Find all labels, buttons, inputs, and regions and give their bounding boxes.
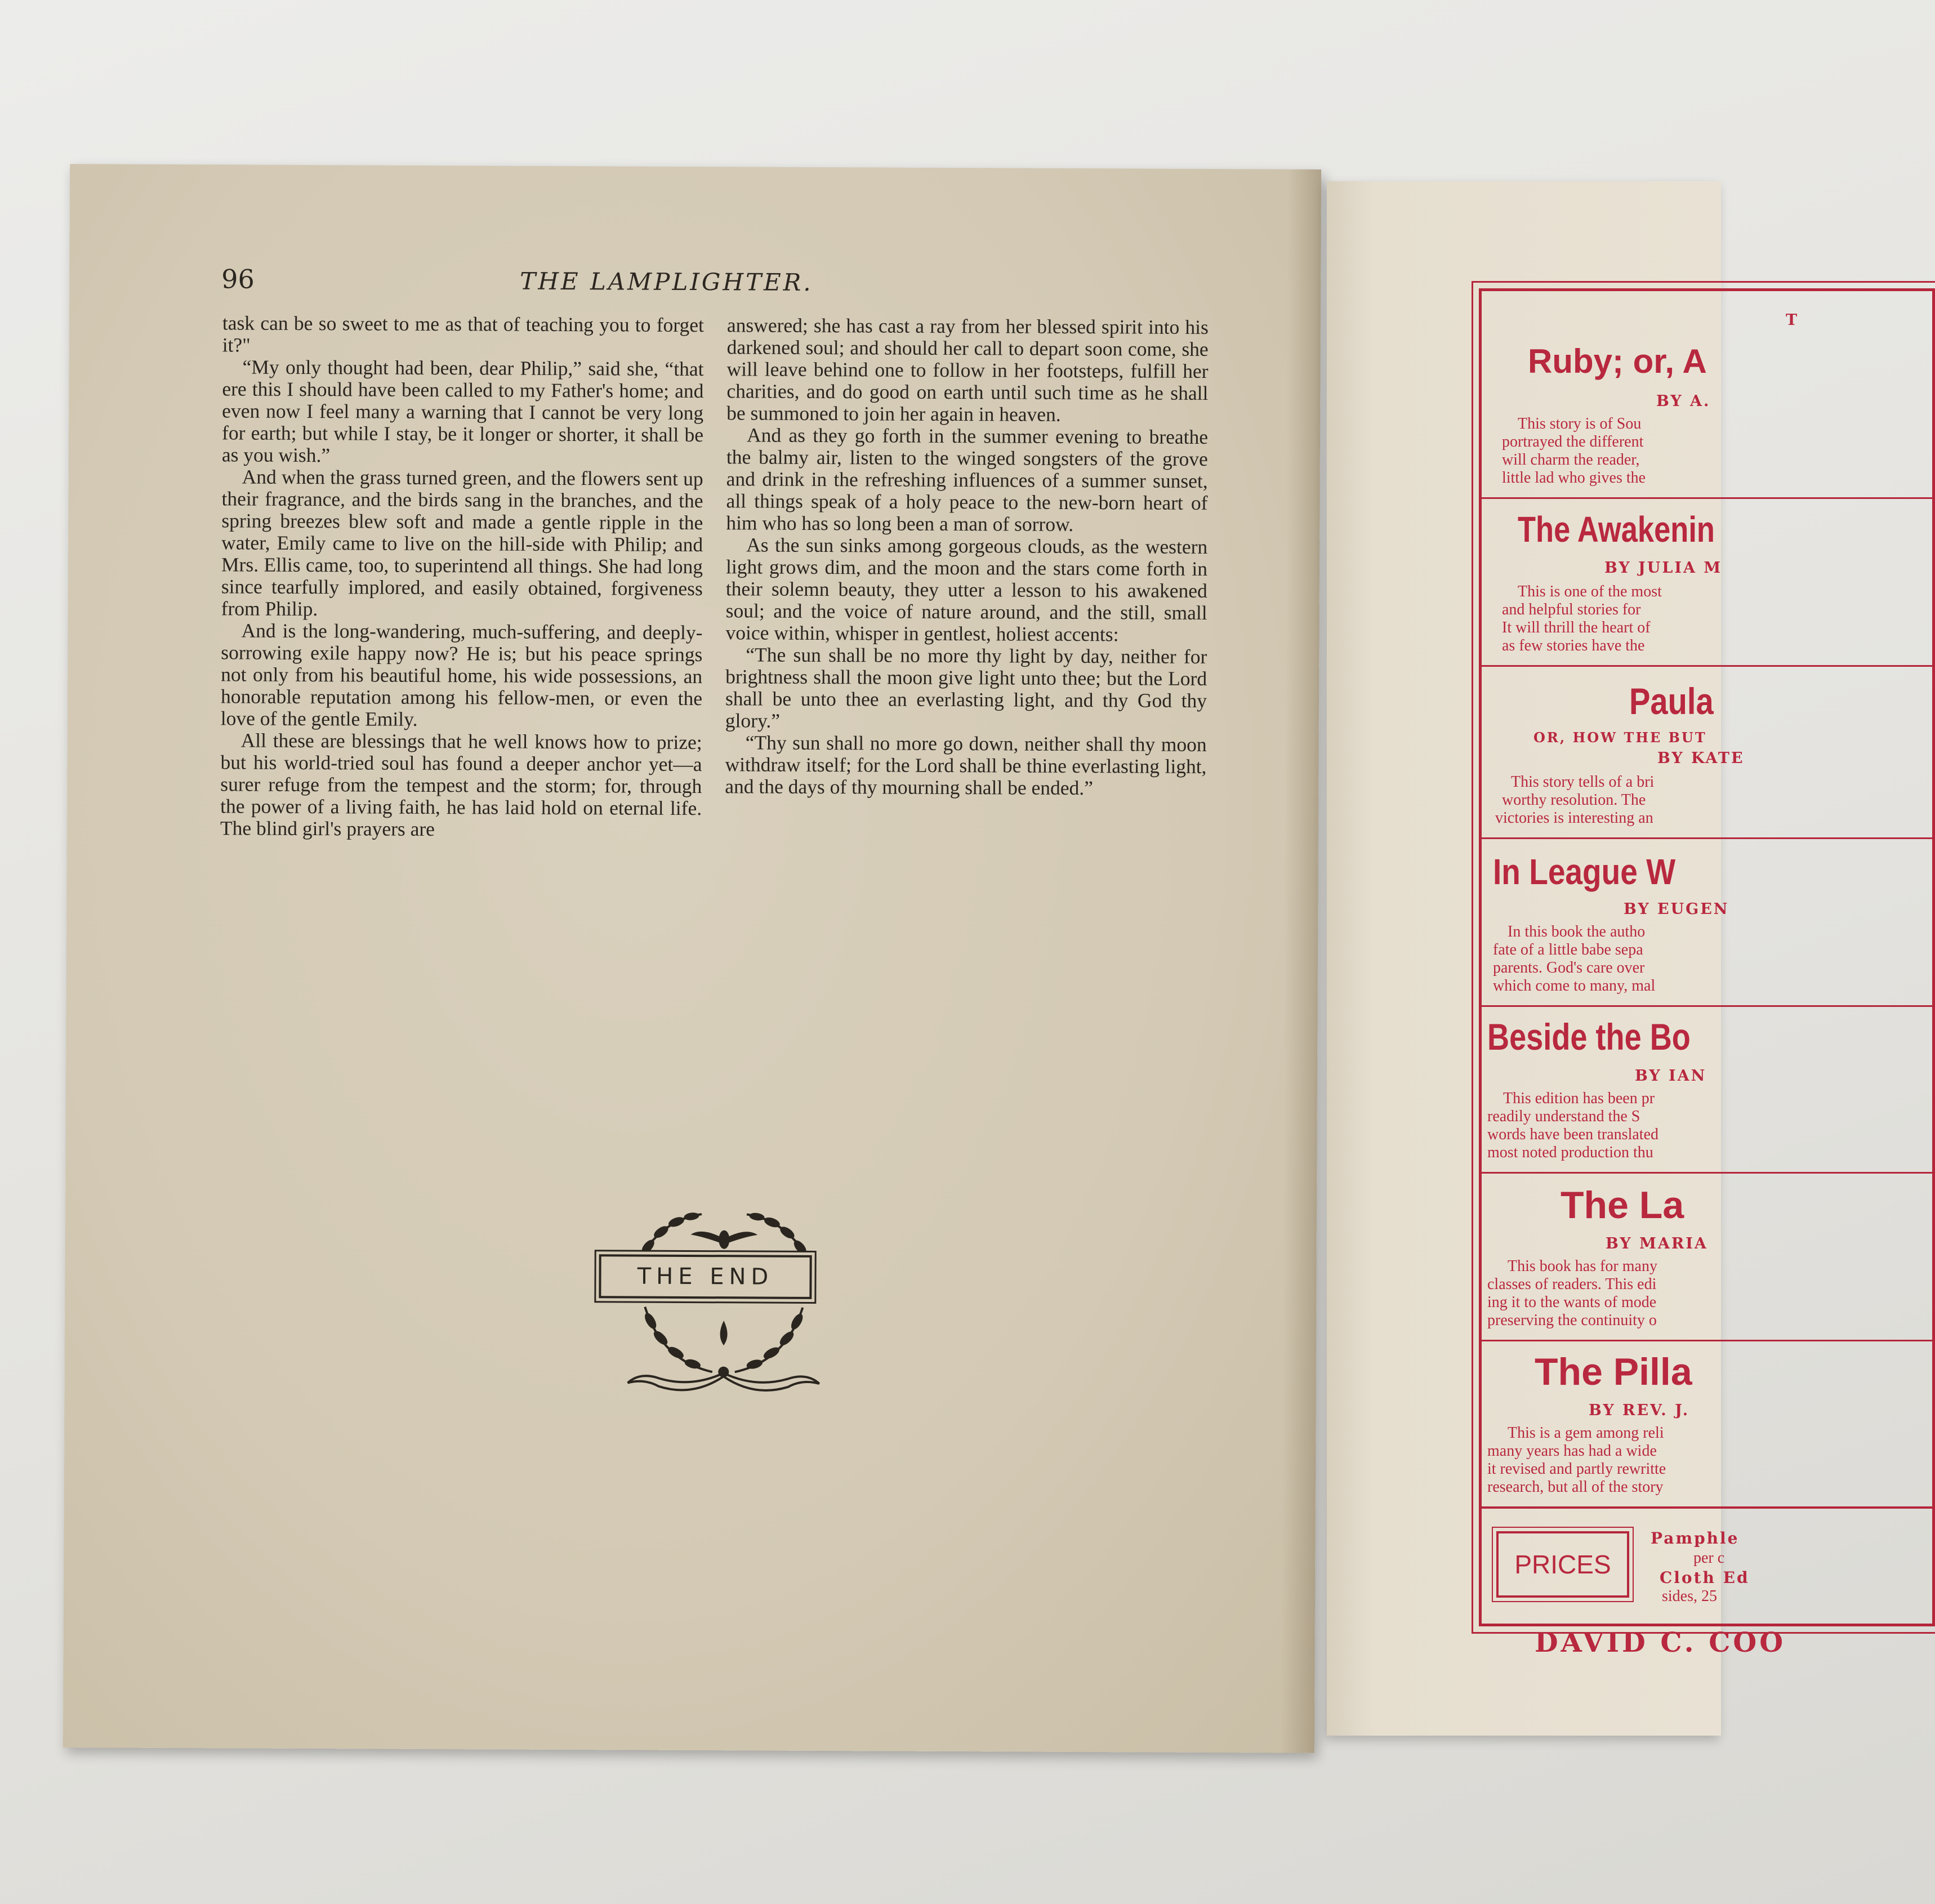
ad-body-line: research, but all of the story	[1487, 1478, 1664, 1496]
ad-body-line: which come to many, mal	[1493, 977, 1656, 995]
laurel-wreath-icon	[594, 1197, 854, 1412]
divider	[1482, 1005, 1932, 1007]
ad-body-line: This is one of the most	[1518, 583, 1662, 600]
ad-author: BY A.	[1656, 393, 1711, 410]
prices-box: PRICES	[1496, 1531, 1629, 1598]
ad-author: BY REV. J.	[1589, 1402, 1690, 1419]
divider	[1482, 497, 1932, 499]
paragraph: “The sun shall be no more thy light by day, neither for brightness shall the moon give light unto thee; but the Lord shall be unto thee an everlasting light, and thy God thy glory.”	[725, 643, 1207, 732]
paragraph: And as they go forth in the summer evening to breathe the balmy air, listen to the winged songsters of the grove and drink in the refreshing influences of a summer sunset, all things speak of a holy peace to the new-born heart of him who has so long been a man of sorrow.	[726, 423, 1209, 536]
book-page-right	[1327, 181, 1799, 1736]
ad-body-line: This book has for many	[1508, 1258, 1657, 1275]
text-column-left	[220, 312, 704, 841]
ad-body-line: This is a gem among reli	[1508, 1424, 1664, 1442]
ad-body-line: ing it to the wants of mode	[1487, 1294, 1657, 1311]
paragraph: answered; she has cast a ray from her blessed spirit into his darkened soul; and should her call to depart soon come, she will leave behind one to follow in her footsteps, fulfill her charities, and do good on earth until such time as he shall be summoned to join her again in heaven.	[726, 314, 1209, 426]
advertisement-frame	[1479, 288, 1935, 1658]
price-line: Cloth Ed	[1660, 1568, 1750, 1587]
ad-title: The Pilla	[1535, 1350, 1692, 1393]
ad-body-line: words have been translated	[1487, 1126, 1658, 1143]
running-head: THE LAMPLIGHTER.	[520, 267, 813, 296]
ad-title: In League W	[1493, 851, 1676, 892]
ad-body-line: This edition has been pr	[1503, 1090, 1655, 1107]
paragraph: As the sun sinks among gorgeous clouds, as the western light grows dim, and the moon and the stars come forth in their solemn beauty, they utter a lesson to his awakened soul; and the voice of nature around, and the still, small voice within, whisper in gentlest, holiest accents:	[725, 533, 1208, 646]
ad-body-line: preserving the continuity o	[1487, 1312, 1657, 1329]
ad-body-line: will charm the reader,	[1502, 451, 1640, 469]
ad-body-line: many years has had a wide	[1487, 1442, 1657, 1460]
ad-body-line: victories is interesting an	[1495, 809, 1653, 827]
ad-title: Beside the Bo	[1487, 1016, 1691, 1058]
divider	[1482, 1172, 1932, 1174]
the-end-label: THE END	[599, 1254, 812, 1299]
divider	[1482, 1506, 1932, 1509]
ad-author: BY JULIA M	[1604, 559, 1723, 577]
ad-body-line: and helpful stories for	[1502, 601, 1641, 618]
ad-body-line: portrayed the different	[1502, 433, 1644, 451]
divider	[1482, 837, 1932, 839]
ad-author: BY MARIA	[1606, 1235, 1708, 1252]
ad-body-line: it revised and partly rewritte	[1487, 1460, 1666, 1478]
ad-title: The Awakenin	[1518, 509, 1715, 550]
ad-body-line: most noted production thu	[1487, 1144, 1653, 1161]
text-column-right	[725, 314, 1209, 800]
ad-body-line: as few stories have the	[1502, 637, 1645, 654]
paragraph: “My only thought had been, dear Philip,” said she, “that ere this I should have been called to my Father's home; and even now I feel many a warning that I cannot be very long for earth; but while I stay, be it longer or shorter, it shall be as you wish.”	[221, 355, 704, 467]
ad-author: BY IAN	[1635, 1067, 1707, 1085]
ad-header-fragment: T	[1786, 311, 1799, 329]
paragraph: task can be so sweet to me as that of teaching you to forget it?"	[222, 311, 704, 356]
ad-body-line: readily understand the S	[1487, 1108, 1640, 1125]
paragraph: And is the long-wandering, much-suffering, and deeply-sorrowing exile happy now? He is; but his peace springs not only from his beautiful home, his wide possessions, an honorable reputation among his fellow-men, or even the love of the gentle Emily.	[220, 619, 703, 730]
page-number: 96	[221, 264, 255, 295]
ad-body-line: little lad who gives the	[1502, 469, 1646, 487]
ad-title: Paula	[1629, 680, 1714, 722]
ad-body-line: worthy resolution. The	[1502, 791, 1646, 809]
ad-body-line: In this book the autho	[1508, 923, 1646, 940]
ad-body-line: It will thrill the heart of	[1502, 619, 1651, 636]
ad-author: BY EUGEN	[1624, 900, 1729, 918]
ad-body-line: This story is of Sou	[1518, 415, 1642, 432]
paragraph: “Thy sun shall no more go down, neither shall thy moon withdraw itself; for the Lord shall be thine everlasting light, and the days of thy mourning shall be ended.”	[725, 731, 1207, 800]
price-line: sides, 25	[1662, 1588, 1717, 1605]
paragraph: And when the grass turned green, and the flowers sent up their fragrance, and the birds sang in the branches, and the spring breezes blew soft and made a gentle ripple in the water, Emily came to live on the hill-side with Philip; and Mrs. Ellis came, too, to superintend all things. She had long since tearfully implored, and easily obtained, forgiveness from Philip.	[221, 465, 703, 621]
price-line: Pamphle	[1651, 1529, 1740, 1548]
publisher-name: DAVID C. COO	[1535, 1627, 1786, 1658]
divider	[1482, 1340, 1932, 1341]
ad-author: BY KATE	[1657, 750, 1745, 767]
ad-body-line: fate of a little babe sepa	[1493, 941, 1643, 958]
ad-body-line: parents. God's care over	[1493, 959, 1645, 976]
ad-body-line: This story tells of a bri	[1511, 773, 1655, 791]
ad-title: The La	[1561, 1184, 1684, 1227]
ad-title: Ruby; or, A	[1528, 342, 1707, 380]
price-line: per c	[1693, 1549, 1725, 1567]
divider	[1482, 665, 1932, 667]
ad-body-line: classes of readers. This edi	[1487, 1276, 1657, 1293]
ad-subtitle: OR, HOW THE BUT	[1533, 729, 1707, 746]
book-page-left	[63, 164, 1321, 1753]
paragraph: All these are blessings that he well knows how to prize; but his world-tried soul has found a deeper anchor yet—a surer refuge from the tempest and the storm; for, through the power of a living faith, he has laid hold on eternal life. The blind girl's prayers are	[220, 729, 702, 841]
